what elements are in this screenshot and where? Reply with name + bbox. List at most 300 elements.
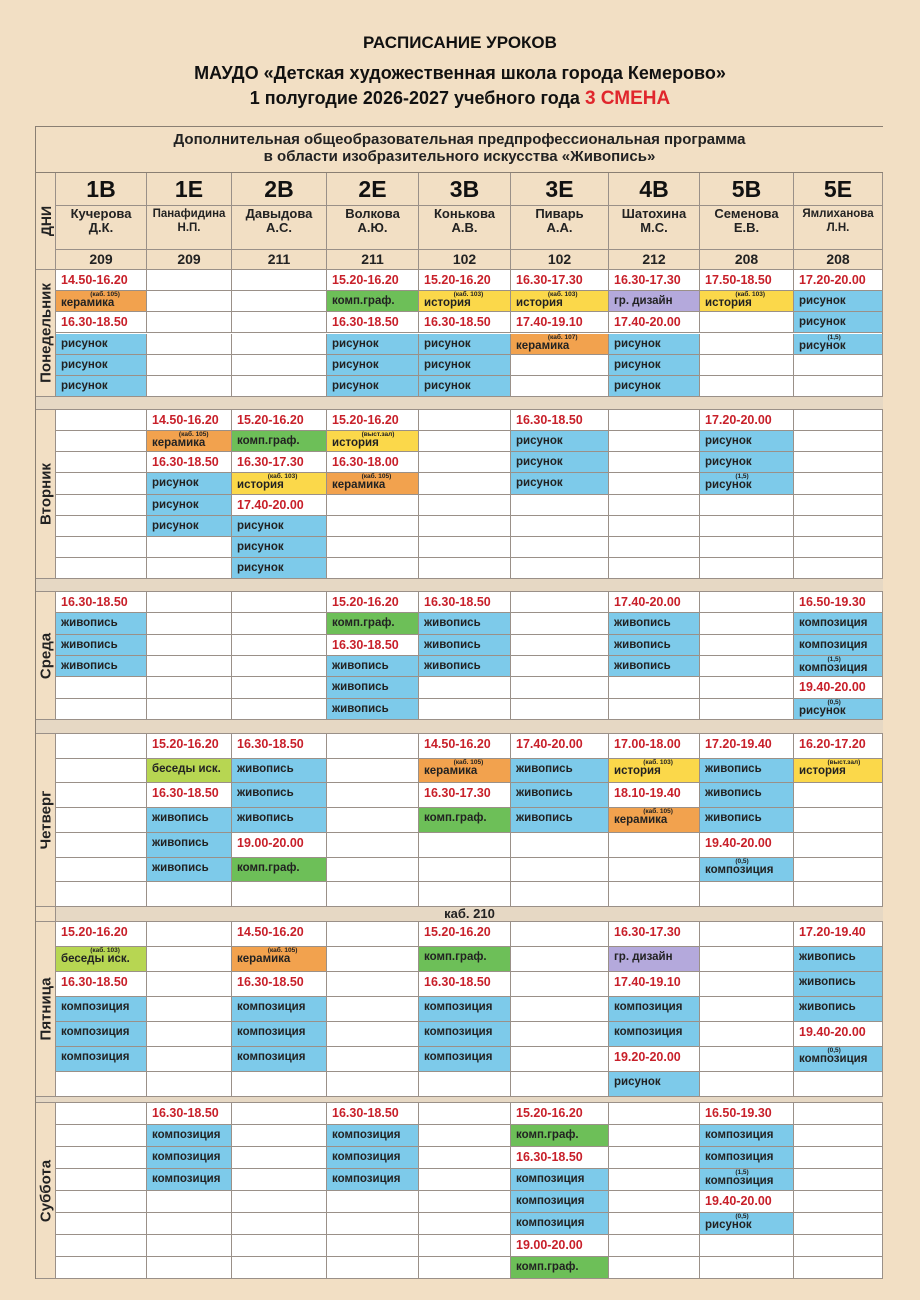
time-range: 17.20-19.40: [799, 925, 866, 939]
lesson-cell: [511, 473, 609, 494]
lesson-time: [794, 270, 883, 291]
lesson-time: [700, 1191, 794, 1213]
lesson-cell: [327, 656, 419, 677]
subject-name: композиция: [424, 1051, 493, 1063]
subject-name: история: [705, 297, 752, 310]
lesson-cell: [700, 1213, 794, 1235]
schedule-cell: [232, 1072, 327, 1097]
schedule-cell: [419, 452, 511, 473]
schedule-cell: [232, 677, 327, 698]
schedule-cell: [147, 656, 232, 677]
room-number: 209: [56, 250, 147, 270]
schedule-cell: [147, 334, 232, 355]
teacher-surname: Пиварь: [535, 206, 584, 221]
room-note: (каб. 103): [643, 758, 673, 766]
schedule-cell: [700, 972, 794, 997]
time-range: 15.20-16.20: [237, 413, 304, 427]
day-cell-filler: [36, 907, 56, 922]
time-range: 19.00-20.00: [516, 1238, 583, 1252]
lesson-cell: [56, 376, 147, 397]
room-note: (каб. 105): [643, 808, 673, 816]
kab-210-label: каб. 210: [56, 907, 883, 922]
lesson-cell: [511, 1169, 609, 1191]
shift-label: 3 СМЕНА: [584, 88, 671, 109]
time-range: 17.40-20.00: [614, 595, 681, 609]
schedule-cell: [794, 1191, 883, 1213]
time-range: 16.30-17.30: [516, 273, 583, 287]
room-number: 102: [419, 250, 511, 270]
lesson-cell: [609, 947, 700, 972]
subject-name: рисунок: [516, 456, 563, 469]
lesson-time: [419, 972, 511, 997]
lesson-cell: [609, 334, 700, 355]
schedule-cell: [609, 537, 700, 558]
lesson-time: [609, 922, 700, 947]
schedule-cell: [56, 1235, 147, 1257]
schedule-cell: [56, 1125, 147, 1147]
time-range: 16.30-18.50: [61, 315, 128, 330]
subject-name: рисунок: [237, 519, 284, 532]
subject-name: живопись: [332, 681, 389, 694]
schedule-cell: [147, 1022, 232, 1047]
subject-name: история: [424, 297, 471, 310]
lesson-cell: [794, 291, 883, 312]
period-line: [0, 88, 920, 110]
lesson-time: [794, 734, 883, 759]
schedule-cell: [511, 699, 609, 720]
schedule-cell: [419, 1169, 511, 1191]
subject-name: гр. дизайн: [614, 295, 673, 308]
schedule-cell: [147, 312, 232, 333]
schedule-cell: [56, 858, 147, 883]
teacher-surname: Панафидина: [152, 208, 226, 220]
lesson-cell: [700, 858, 794, 883]
class-header: 3В: [419, 173, 511, 206]
subject-name: рисунок: [332, 358, 379, 371]
subject-name: комп.граф.: [237, 861, 300, 874]
lesson-cell: [511, 1191, 609, 1213]
lesson-time: [327, 410, 419, 431]
subject-name: рисунок: [799, 704, 846, 717]
time-range: 16.30-18.00: [332, 455, 399, 470]
lesson-cell: [56, 355, 147, 376]
lesson-time: [419, 922, 511, 947]
subject-name: живопись: [799, 1001, 856, 1013]
schedule-cell: [511, 592, 609, 613]
schedule-cell: [794, 1257, 883, 1279]
lesson-time: [609, 270, 700, 291]
schedule-cell: [56, 1103, 147, 1125]
schedule-cell: [700, 495, 794, 516]
schedule-cell: [609, 1169, 700, 1191]
lesson-time: [511, 312, 609, 333]
schedule-cell: [327, 1257, 419, 1279]
lesson-time: [609, 1047, 700, 1072]
subject-name: рисунок: [705, 479, 752, 492]
lesson-cell: [147, 473, 232, 494]
schedule-cell: [147, 613, 232, 634]
schedule-cell: [56, 558, 147, 579]
time-range: 16.30-17.30: [237, 455, 304, 470]
subject-name: композиция: [614, 1001, 683, 1013]
subject-name: рисунок: [237, 561, 284, 574]
subject-name: рисунок: [332, 337, 379, 350]
schedule-cell: [609, 495, 700, 516]
lesson-cell: [700, 473, 794, 494]
schedule-cell: [327, 537, 419, 558]
schedule-cell: [511, 355, 609, 376]
schedule-cell: [700, 656, 794, 677]
schedule-cell: [147, 882, 232, 907]
schedule-cell: [700, 537, 794, 558]
schedule-cell: [147, 635, 232, 656]
schedule-cell: [56, 882, 147, 907]
subject-name: композиция: [516, 1217, 585, 1229]
lesson-time: [700, 1103, 794, 1125]
room-note: (каб. 105): [267, 947, 298, 954]
lesson-cell: [56, 656, 147, 677]
subject-name: живопись: [516, 787, 573, 800]
subject-name: комп.граф.: [516, 1129, 579, 1141]
lesson-time: [232, 972, 327, 997]
schedule-cell: [419, 677, 511, 698]
schedule-cell: [56, 473, 147, 494]
subject-name: композиция: [61, 1051, 130, 1063]
lesson-cell: [327, 1169, 419, 1191]
lesson-time: [232, 452, 327, 473]
lesson-time: [511, 270, 609, 291]
time-range: 17.00-18.00: [614, 737, 681, 751]
subject-name: живопись: [61, 660, 118, 672]
schedule-cell: [700, 699, 794, 720]
schedule-table: [35, 126, 883, 1279]
schedule-cell: [419, 410, 511, 431]
lesson-cell: [419, 1047, 511, 1072]
teacher-initials: Д.К.: [88, 220, 114, 235]
teacher-name: [147, 206, 232, 250]
schedule-cell: [327, 972, 419, 997]
lesson-cell: [147, 759, 232, 784]
lesson-cell: [609, 613, 700, 634]
teacher-surname: Кучерова: [70, 206, 132, 221]
lesson-cell: [327, 613, 419, 634]
schedule-cell: [609, 1103, 700, 1125]
lesson-cell: [327, 699, 419, 720]
lesson-time: [232, 833, 327, 858]
schedule-cell: [419, 1213, 511, 1235]
schedule-cell: [56, 410, 147, 431]
schedule-cell: [511, 1047, 609, 1072]
room-number: 102: [511, 250, 609, 270]
lesson-cell: [232, 783, 327, 808]
room-note: (каб. 105): [90, 291, 120, 299]
schedule-cell: [327, 558, 419, 579]
lesson-cell: [232, 1047, 327, 1072]
time-range: 15.20-16.20: [516, 1106, 583, 1120]
day-separator: [36, 579, 883, 592]
subject-name: композиция: [516, 1195, 585, 1207]
time-range: 16.30-18.50: [424, 975, 491, 989]
schedule-cell: [419, 699, 511, 720]
teacher-name: [232, 206, 327, 250]
schedule-cell: [56, 699, 147, 720]
schedule-cell: [232, 882, 327, 907]
room-number: 211: [327, 250, 419, 270]
lesson-cell: [609, 1072, 700, 1097]
lesson-time: [794, 1022, 883, 1047]
teacher-name: [327, 206, 419, 250]
schedule-cell: [419, 1257, 511, 1279]
schedule-cell: [700, 1047, 794, 1072]
schedule-cell: [700, 922, 794, 947]
schedule-cell: [327, 734, 419, 759]
time-range: 18.10-19.40: [614, 786, 681, 801]
day-separator: [36, 720, 883, 734]
schedule-cell: [147, 997, 232, 1022]
time-range: 16.30-18.50: [332, 1106, 399, 1120]
room-note: (выст.зал): [361, 431, 395, 439]
lesson-cell: [609, 656, 700, 677]
subject-name: беседы иск.: [152, 762, 221, 775]
time-range: 15.20-16.20: [332, 595, 399, 609]
schedule-cell: [327, 759, 419, 784]
subject-name: комп.граф.: [332, 617, 395, 630]
teacher-name: [56, 206, 147, 250]
lesson-time: [700, 410, 794, 431]
subject-name: керамика: [614, 814, 668, 827]
schedule-cell: [794, 495, 883, 516]
subject-name: живопись: [152, 836, 209, 849]
subject-name: композиция: [332, 1173, 401, 1185]
schedule-cell: [794, 473, 883, 494]
lesson-cell: [700, 291, 794, 312]
day-cell: [36, 592, 56, 720]
day-name: Среда: [37, 632, 54, 679]
schedule-cell: [327, 833, 419, 858]
subject-name: комп.граф.: [332, 295, 395, 308]
lesson-cell: [700, 452, 794, 473]
lesson-cell: [419, 376, 511, 397]
schedule-cell: [794, 1072, 883, 1097]
schedule-cell: [511, 882, 609, 907]
schedule-cell: [700, 1235, 794, 1257]
schedule-cell: [56, 783, 147, 808]
day-cell: [36, 922, 56, 1097]
subject-name: рисунок: [705, 435, 752, 448]
lesson-cell: [419, 947, 511, 972]
subject-name: рисунок: [614, 358, 661, 371]
subject-name: рисунок: [61, 379, 108, 392]
lesson-time: [609, 734, 700, 759]
teacher-name: [419, 206, 511, 250]
subject-name: живопись: [237, 787, 294, 800]
schedule-cell: [700, 334, 794, 355]
lesson-cell: [511, 808, 609, 833]
lesson-cell: [56, 997, 147, 1022]
teacher-name: [609, 206, 700, 250]
lesson-cell: [794, 656, 883, 677]
lesson-cell: [232, 537, 327, 558]
schedule-cell: [56, 516, 147, 537]
subject-name: живопись: [61, 617, 118, 630]
subject-name: рисунок: [424, 379, 471, 392]
lesson-time: [609, 972, 700, 997]
lesson-time: [511, 410, 609, 431]
schedule-cell: [511, 635, 609, 656]
lesson-cell: [700, 431, 794, 452]
schedule-cell: [419, 558, 511, 579]
lesson-time: [419, 312, 511, 333]
schedule-cell: [609, 1147, 700, 1169]
time-range: 19.40-20.00: [799, 680, 866, 695]
lesson-time: [419, 783, 511, 808]
schedule-cell: [419, 431, 511, 452]
day-cell: [36, 410, 56, 579]
schedule-cell: [232, 312, 327, 333]
room-note: (0,5): [735, 857, 749, 865]
subject-name: рисунок: [424, 337, 471, 350]
schedule-cell: [700, 312, 794, 333]
teacher-surname: Волкова: [345, 206, 400, 221]
lesson-time: [794, 592, 883, 613]
schedule-cell: [56, 1213, 147, 1235]
schedule-cell: [700, 558, 794, 579]
time-range: 16.30-17.30: [424, 786, 491, 801]
lesson-time: [794, 677, 883, 698]
class-header: 1Е: [147, 173, 232, 206]
subject-name: керамика: [237, 953, 291, 965]
lesson-time: [794, 922, 883, 947]
schedule-cell: [327, 1213, 419, 1235]
lesson-cell: [327, 355, 419, 376]
schedule-cell: [794, 452, 883, 473]
schedule-cell: [327, 997, 419, 1022]
class-header: 3Е: [511, 173, 609, 206]
lesson-cell: [147, 833, 232, 858]
schedule-cell: [794, 537, 883, 558]
lesson-time: [147, 452, 232, 473]
schedule-cell: [147, 922, 232, 947]
lesson-cell: [700, 759, 794, 784]
schedule-cell: [327, 922, 419, 947]
schedule-cell: [419, 473, 511, 494]
schedule-cell: [232, 656, 327, 677]
lesson-time: [56, 312, 147, 333]
lesson-cell: [794, 972, 883, 997]
lesson-cell: [232, 759, 327, 784]
lesson-cell: [419, 1022, 511, 1047]
days-header: [36, 173, 56, 270]
lesson-cell: [511, 291, 609, 312]
lesson-cell: [232, 431, 327, 452]
schedule-cell: [794, 558, 883, 579]
schedule-cell: [794, 376, 883, 397]
lesson-time: [147, 410, 232, 431]
schedule-cell: [327, 783, 419, 808]
schedule-cell: [147, 537, 232, 558]
program-line-1: Дополнительная общеобразовательная предпрофессиональная программа: [173, 131, 746, 148]
schedule-cell: [232, 1191, 327, 1213]
subject-name: гр. дизайн: [614, 951, 673, 963]
schedule-cell: [56, 808, 147, 833]
schedule-cell: [147, 1235, 232, 1257]
schedule-cell: [419, 1191, 511, 1213]
subject-name: керамика: [332, 479, 386, 492]
time-range: 16.30-18.50: [424, 315, 491, 330]
lesson-cell: [511, 1257, 609, 1279]
schedule-cell: [419, 858, 511, 883]
lesson-cell: [56, 613, 147, 634]
time-range: 16.30-18.50: [61, 975, 128, 989]
lesson-cell: [794, 312, 883, 333]
lesson-cell: [794, 997, 883, 1022]
lesson-time: [419, 734, 511, 759]
subject-name: история: [237, 479, 284, 492]
room-note: (каб. 103): [735, 291, 765, 299]
schedule-cell: [794, 410, 883, 431]
lesson-cell: [419, 635, 511, 656]
time-range: 16.30-18.50: [516, 1150, 583, 1164]
teacher-initials: Е.В.: [733, 220, 760, 235]
lesson-cell: [147, 431, 232, 452]
schedule-cell: [794, 882, 883, 907]
schedule-cell: [327, 858, 419, 883]
teacher-surname: Давыдова: [245, 206, 313, 221]
lesson-cell: [327, 376, 419, 397]
schedule-cell: [147, 592, 232, 613]
teacher-surname: Ямлиханова: [802, 208, 874, 220]
subject-name: живопись: [152, 812, 209, 825]
room-note: (1,5): [827, 656, 841, 663]
lesson-cell: [232, 516, 327, 537]
schedule-cell: [794, 1147, 883, 1169]
room-note: (0,5): [735, 1213, 749, 1220]
schedule-cell: [147, 1191, 232, 1213]
lesson-cell: [327, 1147, 419, 1169]
day-name: Вторник: [37, 463, 54, 525]
schedule-cell: [794, 833, 883, 858]
time-range: 19.00-20.00: [237, 835, 304, 850]
lesson-cell: [700, 1169, 794, 1191]
subject-name: композиция: [332, 1129, 401, 1141]
schedule-cell: [511, 1072, 609, 1097]
days-header-label: ДНИ: [37, 205, 54, 237]
teacher-initials: А.С.: [266, 220, 292, 235]
subject-name: композиция: [799, 617, 868, 630]
lesson-cell: [232, 947, 327, 972]
schedule-cell: [511, 972, 609, 997]
lesson-time: [232, 495, 327, 516]
room-note: (1,5): [735, 473, 749, 481]
subject-name: композиция: [799, 638, 868, 651]
room-note: (каб. 103): [453, 291, 484, 299]
schedule-cell: [511, 922, 609, 947]
teacher-name: [700, 206, 794, 250]
schedule-cell: [794, 1169, 883, 1191]
schedule-cell: [232, 1213, 327, 1235]
teacher-name: [794, 206, 883, 250]
subject-name: живопись: [332, 702, 389, 715]
subject-name: живопись: [332, 660, 389, 672]
schedule-cell: [419, 537, 511, 558]
time-range: 16.30-18.50: [332, 315, 399, 330]
subject-name: композиция: [237, 1051, 306, 1063]
lesson-time: [327, 1103, 419, 1125]
room-number: 211: [232, 250, 327, 270]
time-range: 17.20-20.00: [705, 413, 772, 427]
lesson-cell: [609, 997, 700, 1022]
lesson-time: [327, 452, 419, 473]
